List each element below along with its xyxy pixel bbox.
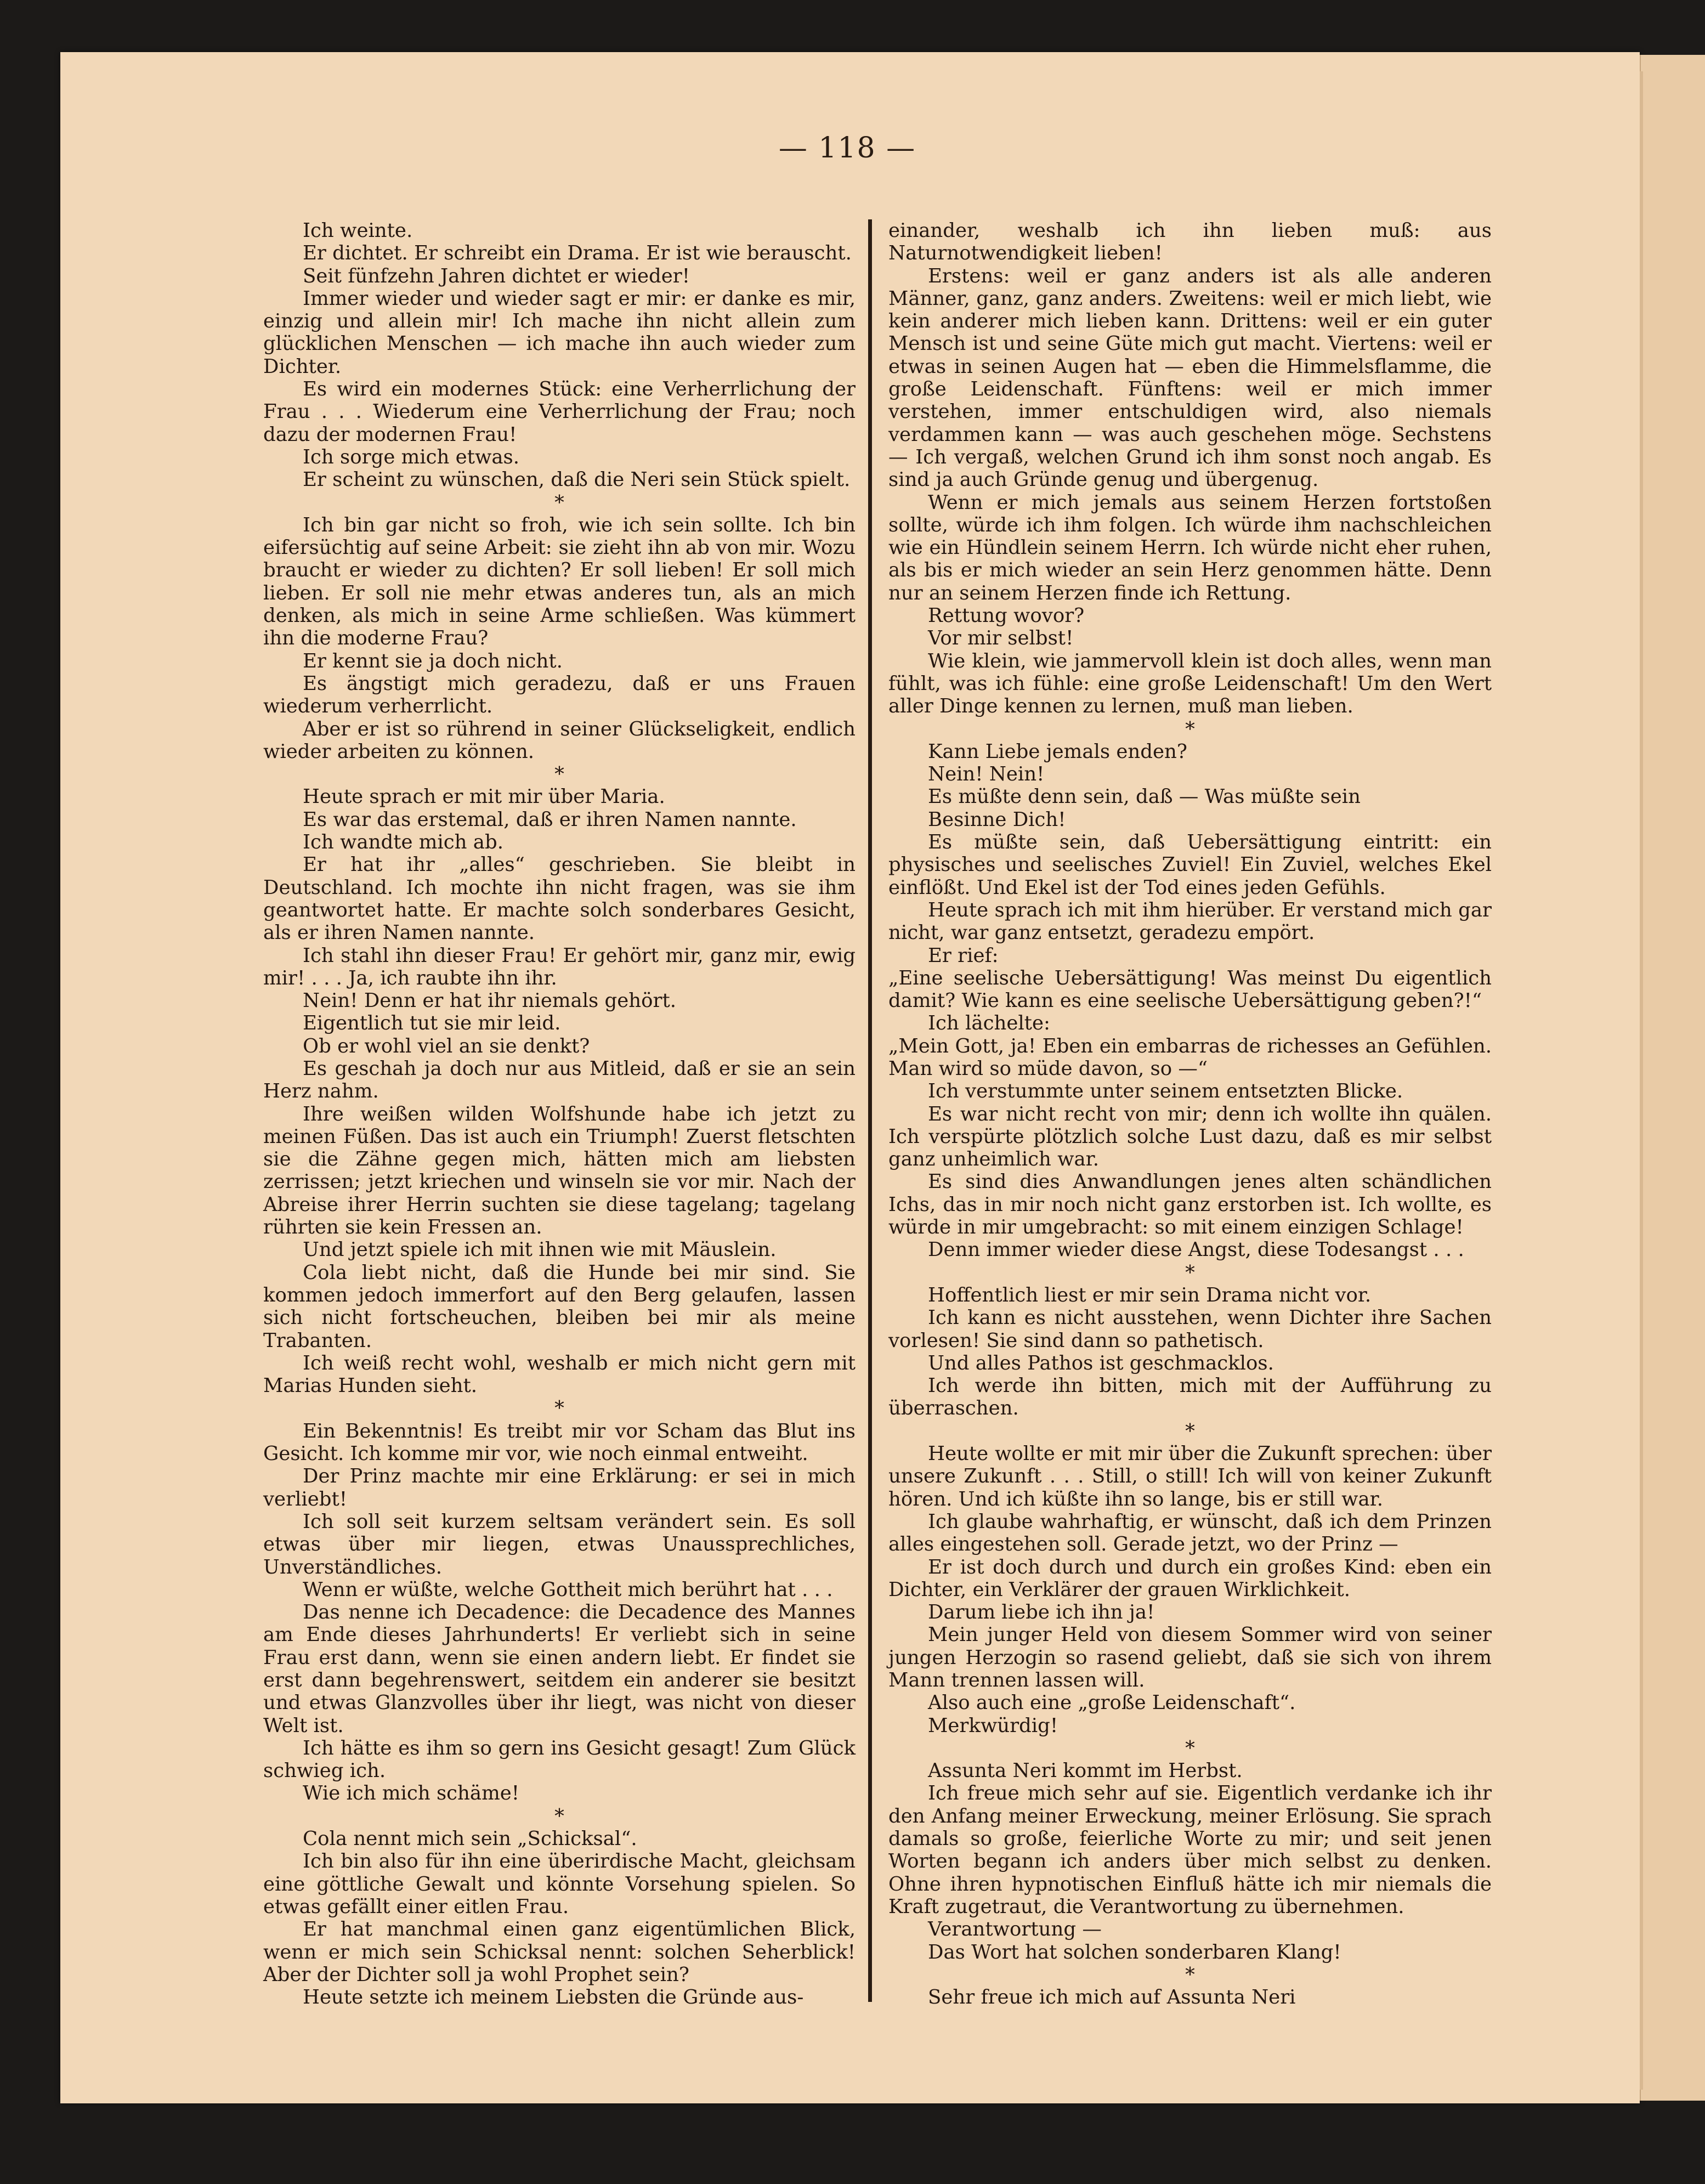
paragraph: Er scheint zu wünschen, daß die Neri sein Stück spielt. [303, 468, 851, 491]
paragraph: Mein junger Held von diesem Sommer wird von seiner jungen Herzogin so rasend geliebt, daß sie sich von ihrem Mann trennen lassen will. [888, 1623, 1492, 1691]
paragraph: Nein! Nein! [928, 763, 1045, 786]
paragraph: Hoffentlich liest er mir sein Drama nicht vor. [928, 1283, 1372, 1306]
paragraph: Ich hätte es ihm so gern ins Gesicht gesagt! Zum Glück schwieg ich. [263, 1736, 856, 1783]
paragraph: Verantwortung — [928, 1918, 1102, 1941]
paragraph: Eigentlich tut sie mir leid. [303, 1012, 561, 1035]
paragraph: Besinne Dich! [928, 808, 1066, 831]
paragraph: Ich kann es nicht ausstehen, wenn Dichter ihre Sachen vorlesen! Sie sind dann so pathetisch. [888, 1306, 1492, 1352]
paragraph: Ich wandte mich ab. [303, 831, 503, 854]
paragraph: Es müßte denn sein, daß — Was müßte sein [928, 785, 1361, 808]
paragraph: Wie klein, wie jammervoll klein ist doch alles, wenn man fühlt, was ich fühle: eine große Leidenschaft! Um den Wert aller Dinge kennen zu lernen, muß man lieben. [888, 649, 1492, 718]
paragraph: Ich verstummte unter seinem entsetzten Blicke. [928, 1080, 1403, 1103]
paragraph: Und alles Pathos ist geschmacklos. [928, 1351, 1274, 1374]
paragraph: Wenn er mich jemals aus seinem Herzen fortstoßen sollte, würde ich ihm folgen. Ich würde ihm nachschleichen wie ein Hündlein seinem Herrn. Ich würde nicht eher ruhen, als bis er mich wieder an sein Herz genommen hätte. Denn nur an seinem Herzen finde ich Rettung. [888, 491, 1492, 604]
paragraph: Ich bin gar nicht so froh, wie ich sein sollte. Ich bin eifersüchtig auf seine Arbeit: sie zieht ihn ab von mir. Wozu braucht er wieder zu dichten? Er soll lieben! Er soll mich lieben. Er soll nie mehr etwas anderes tun, als an mich denken, als mich in seine Arme schließen. Was kümmert ihn die moderne Frau? [263, 513, 856, 650]
paragraph: Vor mir selbst! [928, 627, 1074, 650]
paragraph: Darum liebe ich ihn ja! [928, 1601, 1155, 1624]
paragraph: Also auch eine „große Leidenschaft“. [928, 1691, 1296, 1715]
section-separator: * [554, 1804, 564, 1827]
paragraph: Ob er wohl viel an sie denkt? [303, 1034, 590, 1057]
page-number: — 118 — [778, 132, 916, 165]
paragraph: Ich freue mich sehr auf sie. Eigentlich verdanke ich ihr den Anfang meiner Erweckung, meiner Erlösung. Sie sprach damals so große, feierliche Worte zu mir; und seit jenen Worten begann ich anders über mich selbst zu denken. Ohne ihren hypnotischen Einfluß hätte ich mir niemals die Kraft zugetraut, die Verantwortung zu übernehmen. [888, 1782, 1492, 1918]
paragraph: Ich stahl ihn dieser Frau! Er gehört mir, ganz mir, ewig mir! . . . Ja, ich raubte ihn ihr. [263, 944, 856, 989]
paragraph: Nein! Denn er hat ihr niemals gehört. [303, 989, 677, 1012]
paragraph: Ich glaube wahrhaftig, er wünscht, daß ich dem Prinzen alles eingestehen soll. Gerade jetzt, wo der Prinz — [888, 1510, 1492, 1556]
paragraph: Cola liebt nicht, daß die Hunde bei mir sind. Sie kommen jedoch immerfort auf den Berg gelaufen, lassen sich nicht fortscheuchen, bleiben bei mir als meine Trabanten. [263, 1261, 856, 1352]
paragraph: Ich lächelte: [928, 1012, 1050, 1035]
paragraph: Sehr freue ich mich auf Assunta Neri [928, 1986, 1296, 2009]
paragraph: Ich weiß recht wohl, weshalb er mich nicht gern mit Marias Hunden sieht. [263, 1351, 856, 1397]
right-text-column [888, 219, 1492, 2008]
paragraph: Heute wollte er mit mir über die Zukunft sprechen: über unsere Zukunft . . . Still, o still! Ich will von keiner Zukunft hören. Und ich küßte ihn so lange, bis er still war. [888, 1442, 1492, 1510]
paragraph: Es war nicht recht von mir; denn ich wollte ihn quälen. Ich verspürte plötzlich solche Lust dazu, daß es mir selbst ganz unheimlich war. [888, 1102, 1492, 1171]
section-separator: * [554, 491, 564, 514]
paragraph: Ich weinte. [303, 219, 413, 242]
paragraph: Es müßte sein, daß Uebersättigung eintritt: ein physisches und seelisches Zuviel! Ein Zuviel, welches Ekel einflößt. Und Ekel ist der Tod eines jeden Gefühls. [888, 831, 1492, 899]
section-separator: * [1185, 717, 1195, 740]
next-page-edge [1640, 55, 1705, 2101]
paragraph: Er ist doch durch und durch ein großes Kind: eben ein Dichter, ein Verklärer der grauen Wirklichkeit. [888, 1555, 1492, 1601]
paragraph: Es sind dies Anwandlungen jenes alten schändlichen Ichs, das in mir noch nicht ganz erstorben ist. Ich wollte, es würde in mir umgebracht: so mit einem einzigen Schlage! [888, 1170, 1492, 1239]
paragraph: Denn immer wieder diese Angst, diese Todesangst . . . [928, 1238, 1464, 1261]
paragraph: Und jetzt spiele ich mit ihnen wie mit Mäuslein. [303, 1238, 777, 1261]
paragraph: „Eine seelische Uebersättigung! Was meinst Du eigentlich damit? Wie kann es eine seelische Uebersättigung geben?!“ [888, 966, 1492, 1012]
paragraph: Es war das erstemal, daß er ihren Namen nannte. [303, 808, 797, 831]
paragraph: einander, weshalb ich ihn lieben muß: aus Naturnotwendigkeit lieben! [888, 219, 1492, 265]
paragraph: Erstens: weil er ganz anders ist als alle anderen Männer, ganz, ganz anders. Zweitens: weil er mich liebt, wie kein anderer mich lieben kann. Drittens: weil er ein guter Mensch ist und seine Güte mich gut macht. Viertens: weil er etwas in seinen Augen hat — eben die Himmelsflamme, die große Leidenschaft. Fünftens: weil er mich immer verstehen, immer entschuldigen wird, also niemals verdammen kann — was auch geschehen möge. Sechstens — Ich vergaß, welchen Grund ich ihm sonst noch angab. Es sind ja auch Gründe genug und übergenug. [888, 264, 1492, 491]
paragraph: Heute setzte ich meinem Liebsten die Gründe aus- [303, 1986, 804, 2009]
paragraph: Assunta Neri kommt im Herbst. [928, 1759, 1243, 1783]
paragraph: Ich sorge mich etwas. [303, 445, 520, 468]
paragraph: Das Wort hat solchen sonderbaren Klang! [928, 1940, 1341, 1964]
paragraph: Aber er ist so rührend in seiner Glückseligkeit, endlich wieder arbeiten zu können. [263, 717, 856, 763]
paragraph: Der Prinz machte mir eine Erklärung: er sei in mich verliebt! [263, 1465, 856, 1510]
paragraph: Ein Bekenntnis! Es treibt mir vor Scham das Blut ins Gesicht. Ich komme mir vor, wie noch einmal entweiht. [263, 1419, 856, 1466]
paragraph: Es geschah ja doch nur aus Mitleid, daß er sie an sein Herz nahm. [263, 1057, 856, 1103]
paragraph: Ich werde ihn bitten, mich mit der Aufführung zu überraschen. [888, 1374, 1492, 1420]
paragraph: Wie ich mich schäme! [303, 1782, 520, 1805]
paragraph: Seit fünfzehn Jahren dichtet er wieder! [303, 264, 690, 287]
paragraph: Er dichtet. Er schreibt ein Drama. Er ist wie berauscht. [303, 242, 852, 265]
section-separator: * [1185, 1963, 1195, 1986]
paragraph: Merkwürdig! [928, 1714, 1058, 1737]
paragraph: Ich soll seit kurzem seltsam verändert sein. Es soll etwas über mir liegen, etwas Unaussprechliches, Unverständliches. [263, 1510, 856, 1578]
paragraph: Er rief: [928, 944, 999, 967]
paragraph: Es wird ein modernes Stück: eine Verherrlichung der Frau . . . Wiederum eine Verherrlichung der Frau; noch dazu der modernen Frau! [263, 378, 856, 446]
section-separator: * [1185, 1736, 1195, 1759]
paragraph: Heute sprach er mit mir über Maria. [303, 785, 665, 808]
paragraph: Rettung wovor? [928, 604, 1085, 627]
page-fold-shadow [1640, 71, 1643, 2090]
section-separator: * [1185, 1261, 1195, 1284]
section-separator: * [1185, 1419, 1195, 1442]
paragraph: „Mein Gott, ja! Eben ein embarras de richesses an Gefühlen. Man wird so müde davon, so —“ [888, 1034, 1492, 1080]
section-separator: * [554, 1397, 564, 1420]
paragraph: Es ängstigt mich geradezu, daß er uns Frauen wiederum verherrlicht. [263, 672, 856, 718]
paragraph: Heute sprach ich mit ihm hierüber. Er verstand mich gar nicht, war ganz entsetzt, geradezu empört. [888, 898, 1492, 944]
paragraph: Cola nennt mich sein „Schicksal“. [303, 1827, 637, 1851]
paragraph: Immer wieder und wieder sagt er mir: er danke es mir, einzig und allein mir! Ich mache ihn nicht allein zum glücklichen Menschen — ich mache ihn auch wieder zum Dichter. [263, 287, 856, 378]
paragraph: Er kennt sie ja doch nicht. [303, 649, 563, 672]
paragraph: Ich bin also für ihn eine überirdische Macht, gleichsam eine göttliche Gewalt und könnte Vorsehung spielen. So etwas gefällt einer eitlen Frau. [263, 1850, 856, 1918]
column-divider [868, 219, 872, 2002]
paragraph: Er hat manchmal einen ganz eigentümlichen Blick, wenn er mich sein Schicksal nennt: solchen Seherblick! Aber der Dichter soll ja wohl Prophet sein? [263, 1918, 856, 1986]
paragraph: Wenn er wüßte, welche Gottheit mich berührt hat . . . [303, 1578, 833, 1601]
section-separator: * [554, 763, 564, 786]
left-text-column [263, 219, 856, 2008]
paragraph: Kann Liebe jemals enden? [928, 740, 1187, 763]
paragraph: Er hat ihr „alles“ geschrieben. Sie bleibt in Deutschland. Ich mochte ihn nicht fragen, was sie ihm geantwortet hatte. Er machte solch sonderbares Gesicht, als er ihren Namen nannte. [263, 853, 856, 944]
paragraph: Ihre weißen wilden Wolfshunde habe ich jetzt zu meinen Füßen. Das ist auch ein Triumph! Zuerst fletschten sie die Zähne gegen mich, hätten mich am liebsten zerrissen; jetzt kriechen und winseln sie vor mir. Nach der Abreise ihrer Herrin suchten sie diese tagelang; tagelang rührten sie kein Fressen an. [263, 1102, 856, 1239]
paragraph: Das nenne ich Decadence: die Decadence des Mannes am Ende dieses Jahrhunderts! Er verliebt sich in seine Frau erst dann, wenn sie einen andern liebt. Er findet sie erst dann begehrenswert, seitdem ein anderer sie besitzt und etwas Glanzvolles über ihr liegt, was nicht von dieser Welt ist. [263, 1601, 856, 1737]
